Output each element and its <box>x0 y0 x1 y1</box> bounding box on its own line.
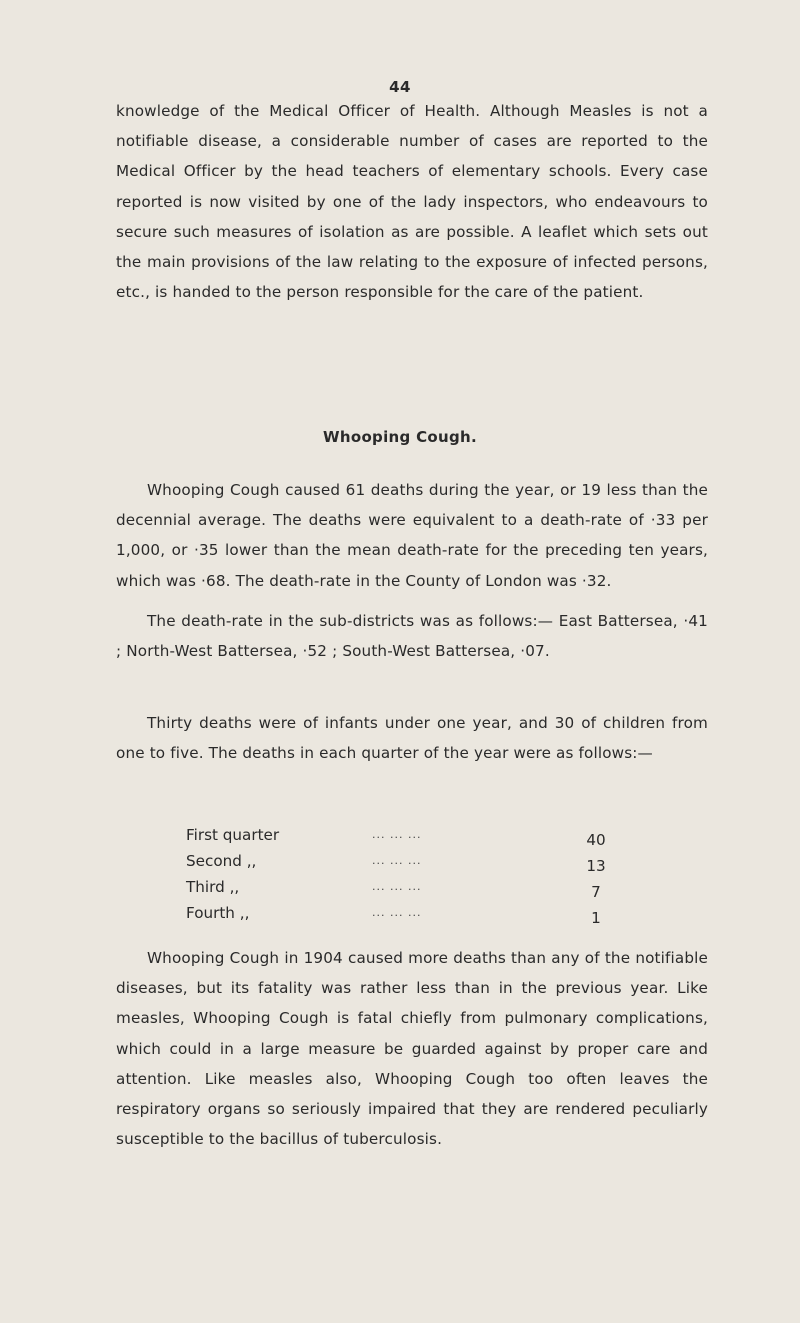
leader-dots: ... ... ... <box>372 828 422 841</box>
section-heading: Whooping Cough. <box>323 428 477 446</box>
table-row <box>186 874 616 900</box>
page-number: 44 <box>389 78 411 96</box>
quarter-label: Second ,, <box>186 852 257 870</box>
paragraph-age-distribution: Thirty deaths were of infants under one year, and 30 of children from one to five. The deaths in each quarter of the year were as follows:— <box>116 714 708 763</box>
quarter-deaths-value: 7 <box>591 883 601 901</box>
table-row <box>186 848 616 874</box>
quarter-label: First quarter <box>186 826 280 844</box>
quarter-label: Third ,, <box>186 878 240 896</box>
table-row <box>186 822 616 848</box>
leader-dots: ... ... ... <box>372 880 422 893</box>
quarter-label: Fourth ,, <box>186 904 250 922</box>
leader-dots: ... ... ... <box>372 854 422 867</box>
quarter-deaths-value: 40 <box>586 831 606 849</box>
table-row <box>186 900 616 926</box>
paragraph-whooping-cough-deaths: Whooping Cough caused 61 deaths during the year, or 19 less than the decennial average. The deaths were equivalent to a death-rate of ·33 per 1,000, or ·35 lower than the mean death-rate for the preceding ten years, which was ·68. The death-rate in the County of London was ·32. <box>116 481 708 590</box>
quarterly-deaths-table <box>186 822 616 926</box>
paragraph-fatality-summary: Whooping Cough in 1904 caused more deaths than any of the notifiable diseases, but its fatality was rather less than in the previous year. Like measles, Whooping Cough is fatal chiefly from pulmonary complications, which could in a large measure be guarded against by proper care and attention. Like measles also, Whooping Cough too often leaves the respiratory organs so seriously impaired that they are rendered peculiarly susceptible to the bacillus of tuberculosis. <box>116 949 708 1149</box>
quarter-deaths-value: 1 <box>591 909 601 927</box>
paragraph-sub-district-rates: The death-rate in the sub-districts was as follows:— East Battersea, ·41 ; North-West Battersea, ·52 ; South-West Battersea, ·07. <box>116 612 708 661</box>
quarter-deaths-value: 13 <box>586 857 606 875</box>
leader-dots: ... ... ... <box>372 906 422 919</box>
paragraph-measles-notification: knowledge of the Medical Officer of Health. Although Measles is not a notifiable disease, a considerable number of cases are reported to the Medical Officer by the head teachers of elementary schools. Every case reported is now visited by one of the lady inspectors, who endeavours to secure such measures of isolation as are possible. A leaflet which sets out the main provisions of the law relating to the exposure of infected persons, etc., is handed to the person responsible for the care of the patient. <box>116 102 708 302</box>
